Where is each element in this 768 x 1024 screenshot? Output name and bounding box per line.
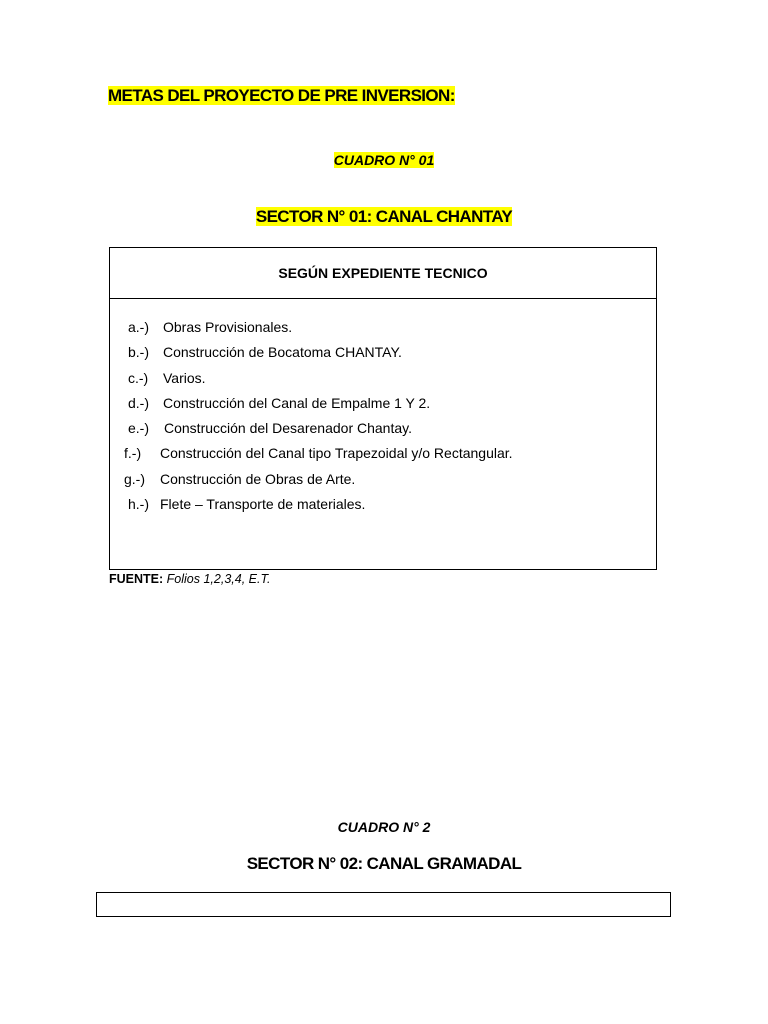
item-letter: a.-) (128, 319, 149, 335)
source-label: FUENTE: (109, 572, 164, 586)
list-item (110, 471, 656, 496)
cuadro-2-label: CUADRO N° 2 (337, 819, 431, 835)
item-letter: c.-) (128, 369, 149, 386)
item-text: Flete – Transporte de materiales. (160, 496, 366, 513)
cuadro-1-label (0, 152, 768, 169)
cuadro-2-table (96, 892, 671, 917)
list-item (110, 344, 656, 369)
item-letter: e.-) (128, 420, 149, 437)
list-item (110, 319, 656, 344)
sector-2-heading: SECTOR N° 02: CANAL GRAMADAL (246, 854, 522, 873)
list-item (110, 395, 656, 420)
cuadro-1-table (109, 247, 657, 570)
sector-1-heading-text: SECTOR N° 01: CANAL CHANTAY (255, 207, 513, 226)
list-item (110, 420, 656, 445)
table-header (110, 248, 656, 299)
sector-1-heading (0, 207, 768, 227)
source-value: Folios 1,2,3,4, E.T. (166, 572, 271, 586)
list-item (110, 496, 656, 521)
cuadro-1-label-text: CUADRO N° 01 (333, 152, 435, 168)
item-letter: b.-) (128, 344, 149, 361)
item-text: Obras Provisionales. (163, 319, 293, 335)
page-title-text: METAS DEL PROYECTO DE PRE INVERSION: (108, 86, 455, 105)
list-item (110, 370, 656, 395)
item-text: Construcción de Obras de Arte. (160, 470, 356, 487)
item-text: Construcción del Canal tipo Trapezoidal y/o Rectangular. (160, 445, 513, 462)
item-letter: f.-) (124, 445, 142, 462)
item-text: Construcción del Desarenador Chantay. (164, 420, 412, 437)
table-header-text: SEGÚN EXPEDIENTE TECNICO (278, 265, 488, 281)
source-note (109, 572, 270, 587)
item-text: Construcción del Canal de Empalme 1 Y 2. (163, 394, 431, 411)
list-item (110, 445, 656, 470)
page-title (108, 86, 455, 106)
item-text: Construcción de Bocatoma CHANTAY. (163, 344, 402, 361)
item-list (110, 319, 656, 521)
item-letter: h.-) (128, 496, 149, 513)
item-letter: d.-) (128, 394, 149, 411)
item-letter: g.-) (124, 470, 145, 487)
item-text: Varios. (163, 369, 206, 386)
